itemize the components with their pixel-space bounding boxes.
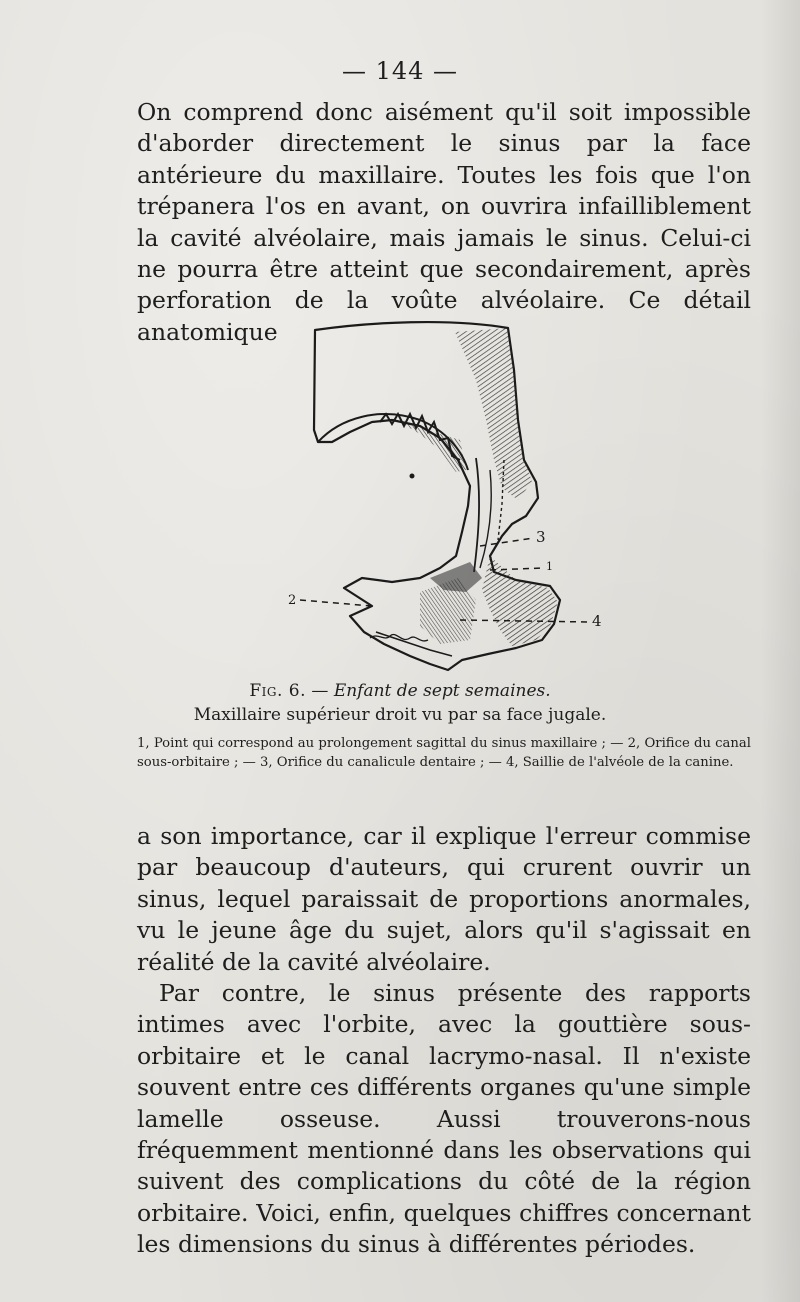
body-ridge-1 bbox=[474, 458, 479, 572]
caption-dash: — bbox=[306, 681, 334, 701]
paragraph-bottom bbox=[137, 821, 751, 1261]
label-1: 1 bbox=[546, 560, 553, 573]
anatomical-figure bbox=[280, 310, 610, 680]
figure-caption bbox=[0, 681, 800, 701]
foramen-dot bbox=[410, 474, 415, 479]
page-edge-shadow bbox=[760, 0, 800, 1302]
figure-caption-italic: Enfant de sept semaines. bbox=[333, 681, 551, 701]
body-ridge-2 bbox=[480, 470, 491, 568]
label-3: 3 bbox=[536, 528, 546, 546]
paragraph-bottom-1: a son importance, car il explique l'erreur commise par beaucoup d'auteurs, qui crurent ouvrir un sinus, lequel paraissait de proportions anormales, vu le jeune âge du sujet, alors qu'il s'agissait en réalité de la cavité alvéolaire. bbox=[137, 822, 751, 976]
suture-shading bbox=[400, 422, 466, 472]
figure-subtitle: Maxillaire supérieur droit vu par sa face jugale. bbox=[193, 705, 607, 725]
leader-line-3 bbox=[480, 538, 534, 546]
leader-line-2 bbox=[300, 600, 372, 606]
label-2: 2 bbox=[288, 593, 297, 608]
paragraph-bottom-2: Par contre, le sinus présente des rapports intimes avec l'orbite, avec la gouttière sous-orbitaire et le canal lacrymo-nasal. Il n'existe souvent entre ces différents organes qu'une simple lamelle osseuse. Aussi trouverons-nous fréquemment mentionné dans les observations qui suivent des complications du côté de la région orbitaire. Voici, enfin, quelques chiffres concernant les dimensions du sinus à différentes périodes. bbox=[137, 979, 751, 1259]
page-number: — 144 — bbox=[341, 57, 459, 85]
paragraph-top: On comprend donc aisément qu'il soit impossible d'aborder directement le sinus par la face antérieure du maxillaire. Toutes les fois que l'on trépanera l'os en avant, on ouvrira infailliblement la cavité alvéolaire, mais jamais le sinus. Celui-ci ne pourra être atteint que secondairement, après perforation de la voûte alvéolaire. Ce détail anatomique bbox=[137, 98, 751, 346]
label-4: 4 bbox=[592, 612, 602, 630]
figure-legend: 1, Point qui correspond au prolongement sagittal du sinus maxillaire ; — 2, Orifice du canal sous-orbitaire ; — 3, Orifice du canalicule dentaire ; — 4, Saillie de l'alvéole de la canine. bbox=[137, 736, 751, 770]
figure-number: Fig. 6. bbox=[249, 681, 306, 701]
frontal-process-shading bbox=[455, 328, 532, 500]
